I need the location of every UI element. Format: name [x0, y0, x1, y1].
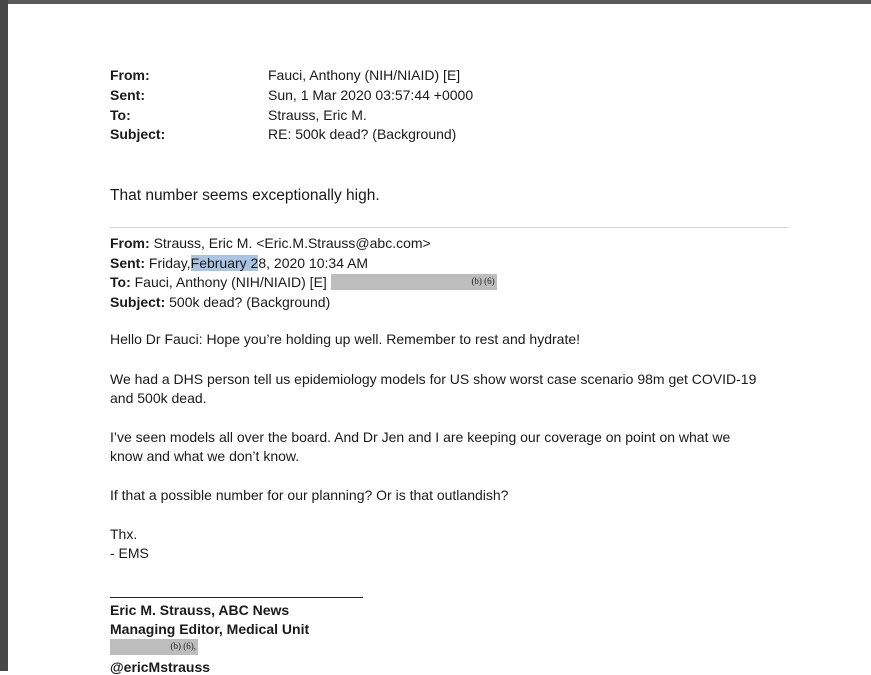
- body-paragraph-1: Hello Dr Fauci: Hope you’re holding up well. Remember to rest and hydrate!: [110, 331, 581, 347]
- body-paragraph-4: If that a possible number for our planning? Or is that outlandish?: [110, 487, 509, 503]
- viewer-left-border: [0, 0, 8, 671]
- header-to-value: Strauss, Eric M.: [268, 107, 367, 123]
- original-sent-highlight[interactable]: February 2: [190, 255, 259, 271]
- message-separator: [110, 227, 788, 228]
- signature-handle: @ericMstrauss: [110, 659, 211, 675]
- original-sent-label: Sent:: [110, 255, 145, 271]
- body-paragraph-2-line-1: We had a DHS person tell us epidemiology models for US show worst case scenario 98m get COVID-19: [110, 371, 757, 387]
- signature-title: Managing Editor, Medical Unit: [110, 621, 310, 637]
- original-to-label: To:: [110, 274, 131, 290]
- original-sent-post: 8, 2020 10:34 AM: [258, 255, 369, 271]
- header-subject-value: RE: 500k dead? (Background): [268, 126, 457, 142]
- header-subject-label: Subject:: [110, 126, 166, 142]
- signature-redaction-line: [110, 639, 198, 655]
- header-sent-label: Sent:: [110, 87, 145, 103]
- original-subject-value: 500k dead? (Background): [169, 294, 331, 310]
- header-sent-value: Sun, 1 Mar 2020 03:57:44 +0000: [268, 87, 474, 103]
- header-to-label: To:: [110, 107, 131, 123]
- header-from-value: Fauci, Anthony (NIH/NIAID) [E]: [268, 67, 461, 83]
- original-to-line: [110, 274, 497, 290]
- original-from-label: From:: [110, 235, 150, 251]
- header-from-label: From:: [110, 67, 150, 83]
- redaction-box: [331, 274, 497, 290]
- signature-redaction-code: (b) (6),: [170, 641, 196, 651]
- signature-line: [110, 597, 363, 598]
- body-paragraph-2-line-2: and 500k dead.: [110, 390, 207, 406]
- reply-text: That number seems exceptionally high.: [110, 187, 380, 204]
- original-subject-line: [110, 294, 330, 310]
- original-to-value: Fauci, Anthony (NIH/NIAID) [E]: [134, 274, 327, 290]
- redaction-code: (b) (6): [471, 276, 495, 286]
- original-from-line: [110, 235, 431, 251]
- body-paragraph-3-line-2: know and what we don’t know.: [110, 448, 300, 464]
- closing-thanks: Thx.: [110, 526, 138, 542]
- closing-initials: - EMS: [110, 545, 149, 561]
- original-subject-label: Subject:: [110, 294, 166, 310]
- body-paragraph-3-line-1: I’ve seen models all over the board. And Dr Jen and I are keeping our coverage on point on what we: [110, 429, 731, 445]
- signature-name: Eric M. Strauss, ABC News: [110, 602, 290, 618]
- original-sent-pre: Friday,: [148, 255, 191, 271]
- signature-redaction-box: [110, 639, 198, 655]
- original-from-value: Strauss, Eric M. <Eric.M.Strauss@abc.com>: [153, 235, 431, 251]
- original-sent-line: [110, 255, 368, 271]
